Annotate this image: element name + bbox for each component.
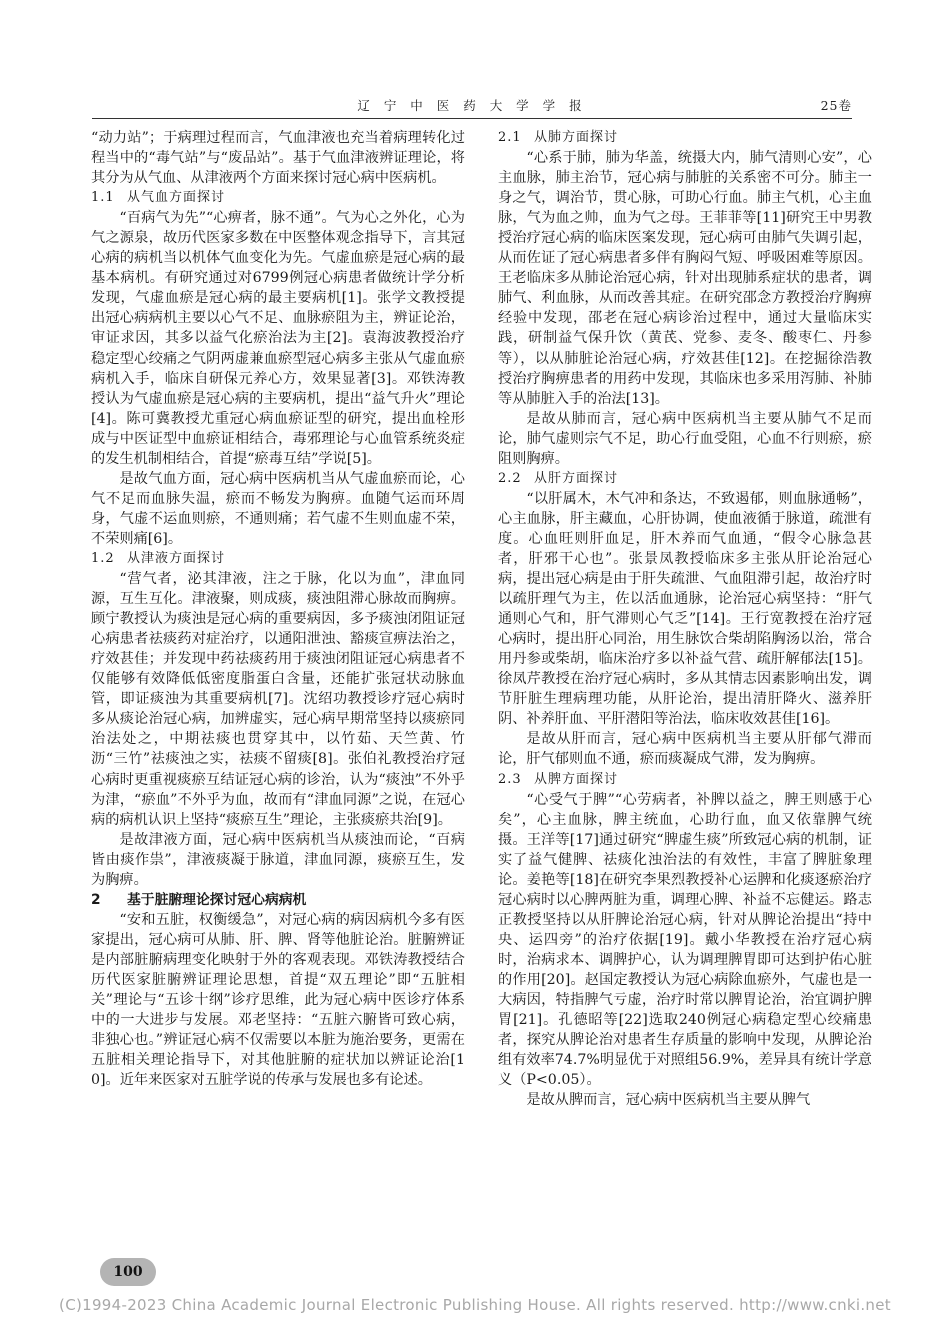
paragraph <box>91 910 465 1090</box>
paragraph <box>498 148 872 409</box>
section-heading <box>91 890 465 910</box>
subsection-heading <box>91 549 465 569</box>
paragraph <box>498 409 872 469</box>
paragraph <box>91 469 465 549</box>
heading-text: 从津液方面探讨 <box>127 550 226 566</box>
volume-number: 25卷 <box>820 98 852 113</box>
running-header <box>92 96 852 119</box>
paragraph-text: “安和五脏，权衡缓急”，对冠心病的病因病机今多有医家提出，冠心病可从肺、肝、脾、肾等他脏论治。脏腑辨证是内部脏腑病理变化映射于外的客观表现。邓铁涛教授结合历代医家脏腑辨证理论思想，首提“双五理论”即“五脏相关”理论与“五诊十纲”诊疗思维，此为冠心病中医诊疗体系中的一大进步与发展。邓老坚持：“五脏六腑皆可致心病，非独心也。”辨证冠心病不仅需要以本脏为施治要务，更需在五脏相关理论指导下，对其他脏腑的症状加以辨证论治[10]。近年来医家对五脏学说的传承与发展也多有论述。 <box>91 911 465 1089</box>
paragraph-text: 是故从脾而言，冠心病中医病机当主要从脾气 <box>526 1092 811 1109</box>
subsection-heading <box>91 188 465 208</box>
paragraph-text: “以肝属木，木气冲和条达，不致遏郁，则血脉通畅”，心主血脉，肝主藏血，心肝协调，使血液循于脉道，疏泄有度。心血旺则肝血足，肝木养而气血通，“假令心脉急甚者，肝邪干心也”。张景凤教授临床多主张从肝论治冠心病，提出冠心病是由于肝失疏泄、气血阻滞引起，故治疗时以疏肝理气为主，佐以活血通脉，论治冠心病坚持：“肝气通则心气和，肝气滞则心气乏”[14]。王行宽教授在治疗冠心病时，提出肝心同治，用生脉饮合柴胡陷胸汤以治，常合用丹参或柴胡，临床治疗多以补益气营、疏肝解郁法[15]。徐凤芹教授在治疗冠心病时，多从其情志因素影响出发，调节肝脏生理病理功能，从肝论治，提出清肝降火、滋养肝阴、补养肝血、平肝潜阳等治法，临床收效甚佳[16]。 <box>498 490 872 728</box>
heading-text: 从肺方面探讨 <box>534 130 619 145</box>
heading-number: 2.3 <box>498 771 522 787</box>
paragraph-text: 是故从肺而言，冠心病中医病机当主要从肺气不足而论，肺气虚则宗气不足，助心行血受阻，心血不行则瘀，瘀阻则胸痹。 <box>498 410 872 467</box>
paragraph-text: 是故气血方面，冠心病中医病机当从气虚血瘀而论，心气不足而血脉失温，瘀而不畅发为胸痹。血随气运而环周身，气虚不运血则瘀，不通则痛；若气虚不生则血虚不荣，不荣则痛[6]。 <box>91 470 465 547</box>
subsection-heading <box>498 770 872 790</box>
paragraph <box>498 790 872 1091</box>
heading-number: 2.1 <box>498 130 522 145</box>
left-column <box>91 128 465 1260</box>
paragraph-text: 是故津液方面，冠心病中医病机当从痰浊而论，“百病皆由痰作祟”，津液痰凝于脉道，津血同源，痰瘀互生，发为胸痹。 <box>91 831 465 888</box>
paragraph-text: “百病气为先”“心痹者，脉不通”。气为心之外化，心为气之源泉，故历代医家多数在中医整体观念指导下，言其冠心病的病机当以机体气血变化为先。气虚血瘀是冠心病的最基本病机。有研究通过对6799例冠心病患者做统计学分析发现，气虚血瘀是冠心病的最主要病机[1]。张学文教授提出冠心病病机主要以心气不足、血脉瘀阻为主，辨证论治，审证求因，其多以益气化瘀治法为主[2]。袁海波教授治疗稳定型心绞痛之气阴两虚兼血瘀型冠心病多主张从气虚血瘀病机入手，临床自研保元养心方，效果显著[3]。邓铁涛教授认为气虚血瘀是冠心病的主要病机，提出“益气升火”理论[4]。陈可冀教授尤重冠心病血瘀证型的研究，提出血栓形成与中医证型中血瘀证相结合，毒邪理论与心血管系统炎症的发生机制相结合，首提“瘀毒互结”学说[5]。 <box>91 210 465 467</box>
heading-number: 2.2 <box>498 470 522 486</box>
subsection-heading <box>498 128 872 148</box>
paragraph <box>498 729 872 769</box>
paragraph-text: 是故从肝而言，冠心病中医病机当主要从肝郁气滞而论，肝气郁则血不通，瘀而痰凝成气滞，发为胸痹。 <box>498 731 872 768</box>
paragraph-text: “营气者，泌其津液，注之于脉，化以为血”，津血同源，互生互化。津液聚，则成痰，痰浊阻滞心脉故而胸痹。顾宁教授认为痰浊是冠心病的重要病因，多予痰浊闭阻证冠心病患者祛痰药对症治疗，以通阳泄浊、豁痰宣痹法治之，疗效甚佳；并发现中药祛痰药用于痰浊闭阻证冠心病患者不仅能够有效降低低密度脂蛋白含量，还能扩张冠状动脉血管，即证痰浊为其重要病机[7]。沈绍功教授诊疗冠心病时多从痰论治冠心病，加辨虚实，冠心病早期常坚持以痰瘀同治法处之，中期祛痰也贯穿其中，以竹茹、天竺黄、竹沥“三竹”祛痰浊之实，祛痰不留痰[8]。张伯礼教授治疗冠心病时更重视痰瘀互结证冠心病的诊治，认为“痰浊”不外乎为津，“瘀血”不外乎为血，故而有“津血同源”之说，在冠心病的病机认识上坚持“痰瘀互生”理论，主张痰瘀共治[9]。 <box>91 571 465 828</box>
paragraph-text: “心受气于脾”“心劳病者，补脾以益之，脾王则感于心矣”，心主血脉，脾主统血，心助行血，血又依靠脾气统摄。王洋等[17]通过研究“脾虚生痰”所致冠心病的机制，证实了益气健脾、祛痰化浊治法的有效性，丰富了脾脏象理论。姜艳等[18]在研究李果烈教授补心运脾和化痰逐瘀治疗冠心病时以心脾两脏为重，调理心脾、补益不忘健运。路志正教授坚持以从肝脾论治冠心病，针对从脾论治提出“持中央、运四旁”的治疗依据[19]。戴小华教授在治疗冠心病时，治病求本、调脾护心，认为调理脾胃即可达到护佑心脏的作用[20]。赵国定教授认为冠心病除血瘀外，气虚也是一大病因，特指脾气亏虚，治疗时常以脾胃论治，治宜调护脾胃[21]。孔德昭等[22]选取240例冠心病稳定型心绞痛患者，探究从脾论治对患者生存质量的影响中发现，从脾论治组有效率74.7%明显优于对照组56.9%，差异具有统计学意义（P<0.05）。 <box>498 791 872 1089</box>
journal-title: 辽 宁 中 医 药 大 学 学 报 <box>357 98 587 113</box>
subsection-heading <box>498 469 872 489</box>
paragraph <box>91 569 465 830</box>
paragraph-text: “心系于肺，肺为华盖，统摄大内，肺气清则心安”，心主血脉，肺主治节，冠心病与肺脏的关系密不可分。肺主一身之气，调治节，贯心脉，可助心行血。肺主气机，心主血脉，气为血之帅，血为气之母。王菲菲等[11]研究王中男教授治疗冠心病的临床医案发现，冠心病可由肺气失调引起，从而佐证了冠心病患者多伴有胸闷气短、呼吸困难等原因。王老临床多从肺论治冠心病，针对出现肺系症状的患者，调肺气、利血脉，从而改善其症。在研究邵念方教授治疗胸痹经验中发现，邵老在冠心病诊治过程中，通过大量临床实践，研制益气保升饮（黄芪、党参、麦冬、酸枣仁、丹参等），以从肺脏论治冠心病，疗效甚佳[12]。在挖掘徐浩教授治疗胸痹患者的用药中发现，其临床也多采用泻肺、补肺等从肺脏入手的治法[13]。 <box>498 150 872 407</box>
paragraph <box>498 1090 872 1110</box>
paragraph <box>91 208 465 469</box>
page-number: 100 <box>100 1258 156 1286</box>
heading-number: 1.2 <box>91 550 115 566</box>
heading-text: 从气血方面探讨 <box>127 190 226 206</box>
heading-number: 2 <box>91 891 101 908</box>
paragraph <box>91 830 465 890</box>
heading-text: 从脾方面探讨 <box>534 771 619 787</box>
right-column <box>498 128 872 1260</box>
heading-text: 基于脏腑理论探讨冠心病病机 <box>127 891 307 908</box>
paragraph <box>91 128 465 188</box>
heading-number: 1.1 <box>91 190 115 206</box>
heading-text: 从肝方面探讨 <box>534 470 619 486</box>
copyright-footer: (C)1994-2023 China Academic Journal Electronic Publishing House. All rights reserved. http://www.cnki.net <box>59 1296 891 1314</box>
paragraph <box>498 489 872 730</box>
paragraph-text: “动力站”；于病理过程而言，气血津液也充当着病理转化过程当中的“毒气站”与“废品站”。基于气血津液辨证理论，将其分为从气血、从津液两个方面来探讨冠心病中医病机。 <box>91 130 465 187</box>
